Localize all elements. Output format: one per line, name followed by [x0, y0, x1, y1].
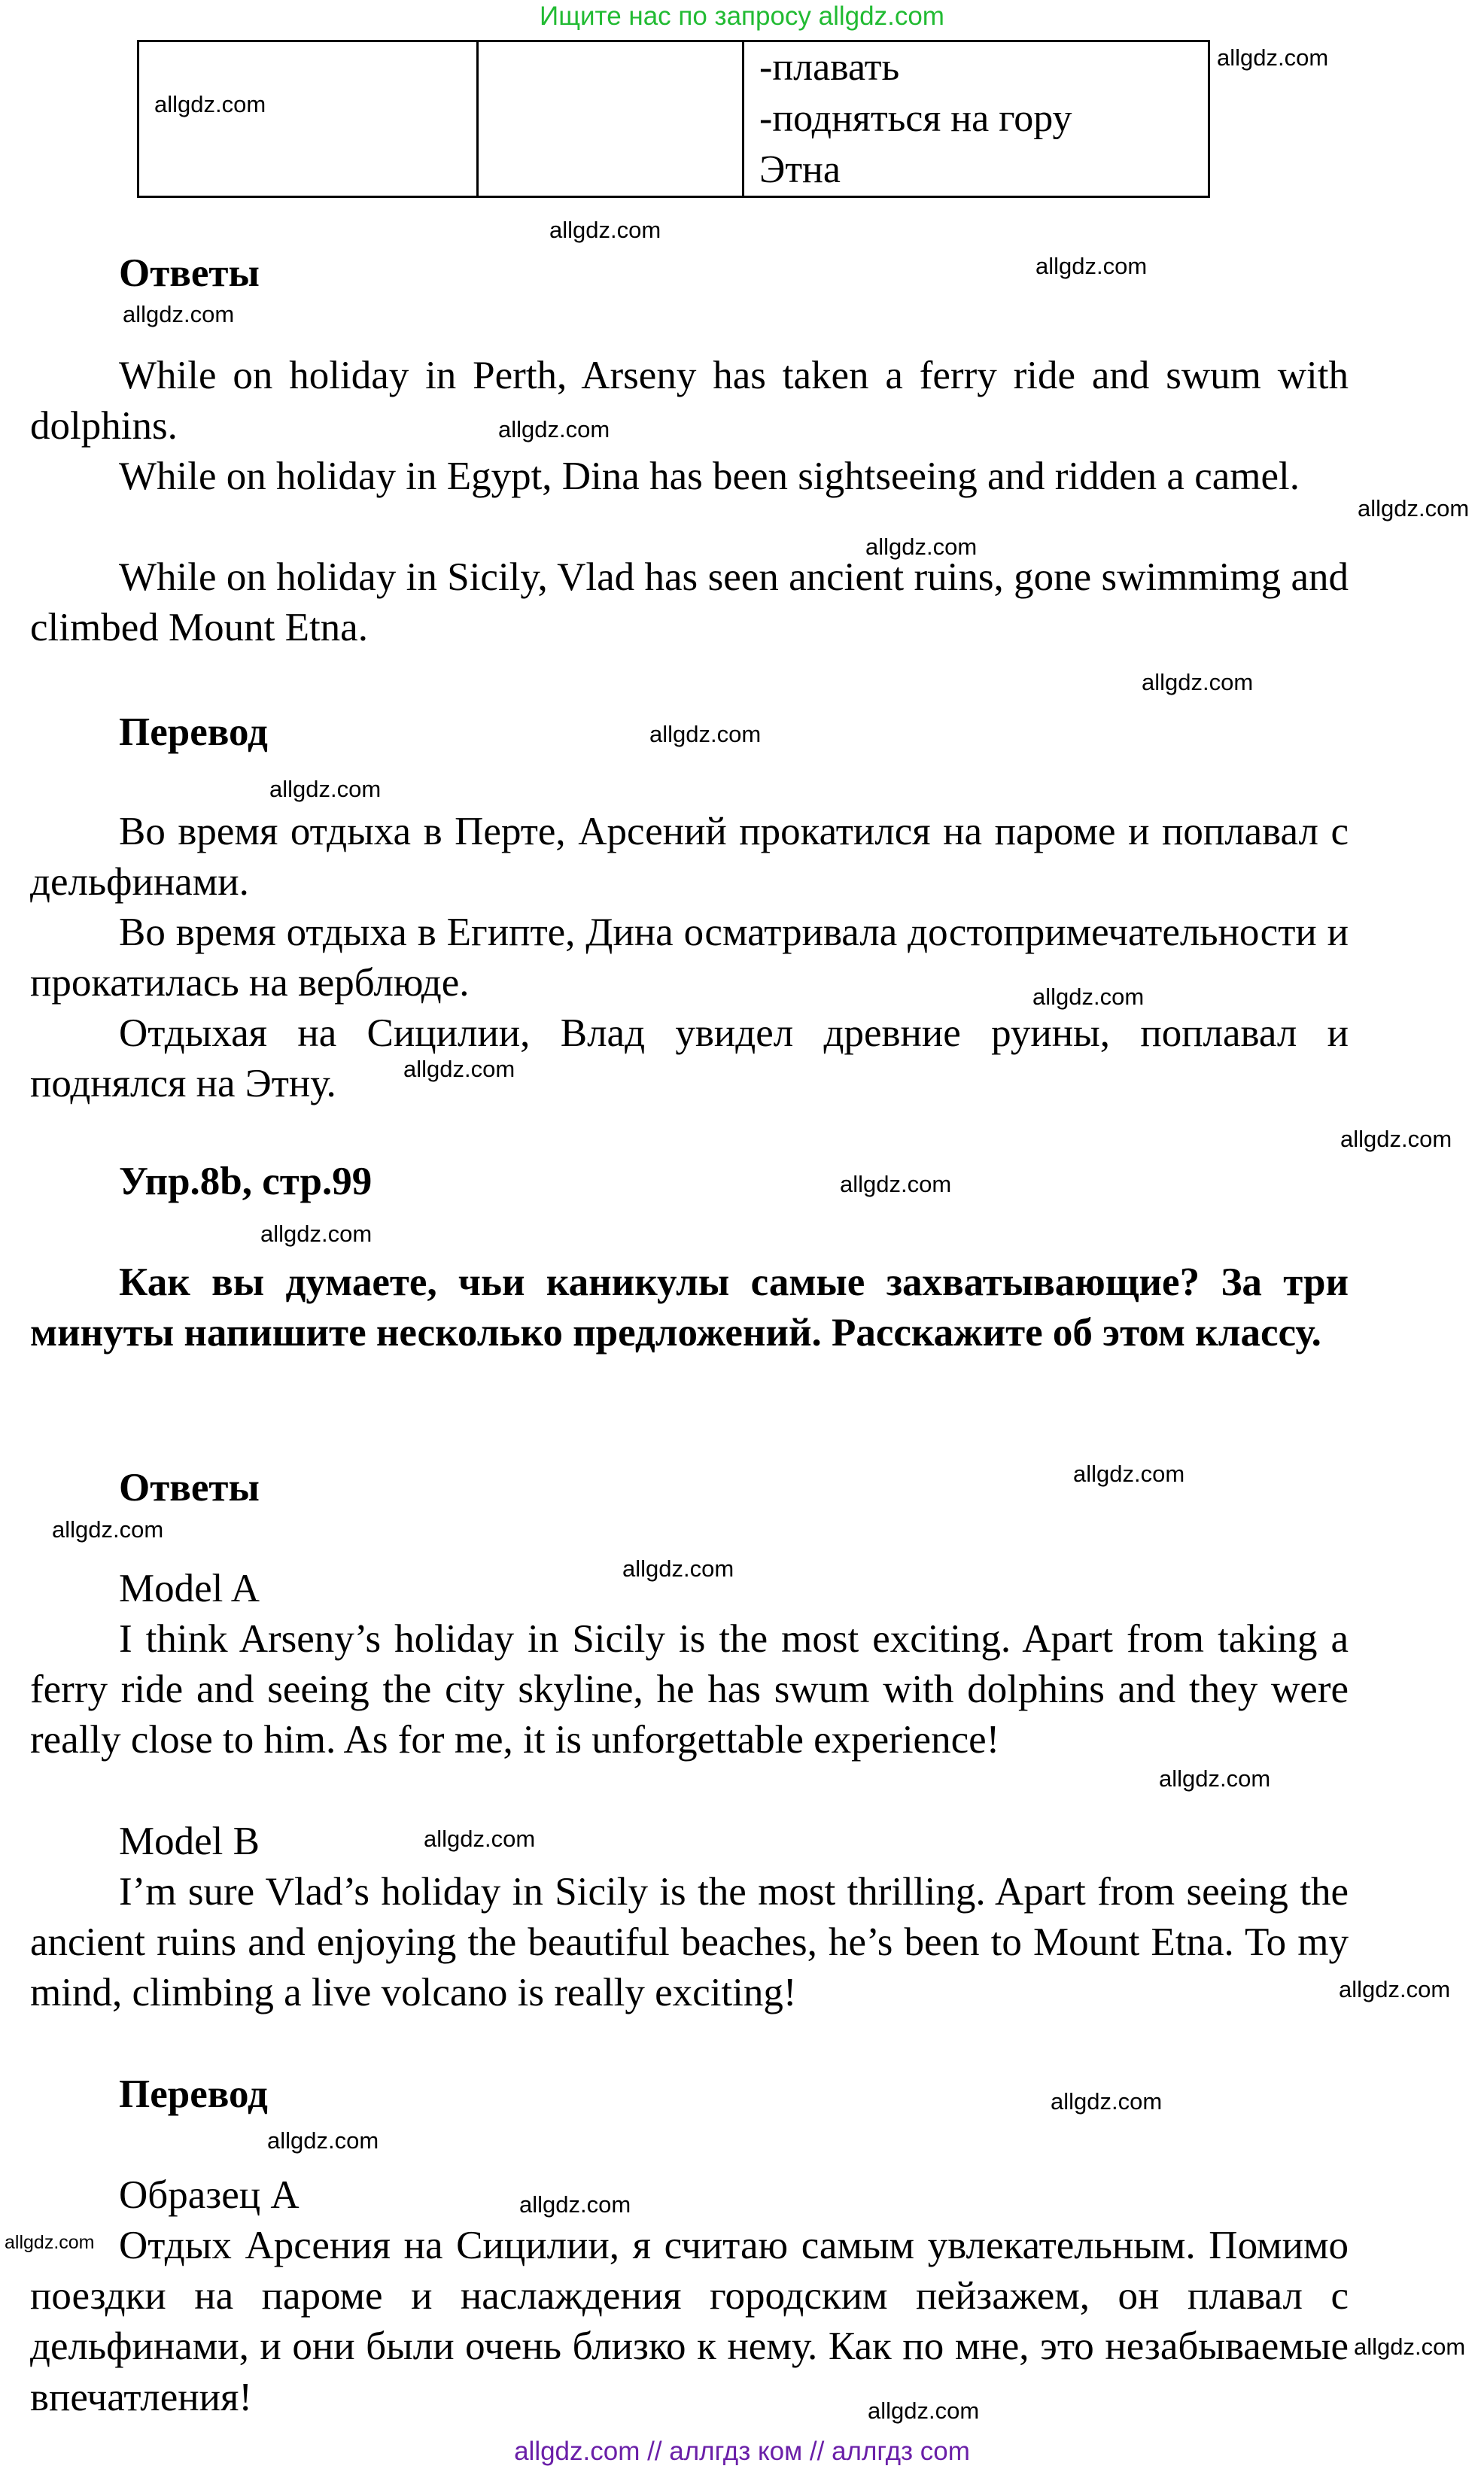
watermark: allgdz.com [519, 2191, 631, 2218]
watermark: allgdz.com [549, 217, 661, 243]
model-b-text: I’m sure Vlad’s holiday in Sicily is the most thrilling. Apart from seeing the ancient ruins and enjoying the beautiful beaches, he’s been to Mount Etna. To my mind, climbing a live volcano is really exciting! [30, 1870, 1349, 2015]
exercise-task: Как вы думаете, чьи каникулы самые захватывающие? За три минуты напишите несколько предложений. Расскажите об этом классу. [30, 1260, 1349, 1355]
activities-cell-text: -плавать -подняться на гору Этна [759, 46, 1072, 191]
watermark: allgdz.com [1051, 2088, 1163, 2115]
answer-paragraph: While on holiday in Egypt, Dina has been sightseeing and ridden a camel. [119, 455, 1300, 498]
table-cell [744, 41, 1209, 197]
watermark: allgdz.com [865, 534, 978, 560]
watermark: allgdz.com [123, 301, 235, 327]
bottom-banner[interactable]: allgdz.com // аллгдз ком // аллгдз com [514, 2437, 970, 2466]
table-cell [138, 41, 478, 197]
watermark: allgdz.com [260, 1221, 373, 1247]
watermark: allgdz.com [1339, 1976, 1451, 2002]
watermark: allgdz.com [1159, 1765, 1271, 1792]
sample-a-label: Образец А [119, 2173, 300, 2217]
translation-paragraph: Во время отдыха в Египте, Дина осматривала достопримечательности и прокатилась на верблюде. [30, 911, 1349, 1005]
watermark: allgdz.com [1217, 44, 1329, 71]
table-row [138, 41, 1209, 197]
watermark: allgdz.com [267, 2127, 379, 2154]
watermark: allgdz.com [840, 1171, 952, 1197]
table-cell [478, 41, 744, 197]
watermark: allgdz.com [52, 1516, 164, 1543]
exercise-heading: Упр.8b, стр.99 [119, 1160, 373, 1203]
watermark: allgdz.com [424, 1826, 536, 1852]
translation-paragraph: Во время отдыха в Перте, Арсений прокатился на пароме и поплавал с дельфинами. [30, 810, 1349, 905]
heading-answers: Ответы [119, 251, 260, 295]
watermark: allgdz.com [5, 2232, 95, 2253]
heading-translation: Перевод [119, 2072, 268, 2116]
watermark: allgdz.com [1035, 253, 1148, 279]
heading-translation: Перевод [119, 710, 268, 754]
watermark: allgdz.com [649, 721, 762, 747]
top-banner[interactable]: Ищите нас по запросу allgdz.com [540, 2, 944, 31]
watermark: allgdz.com [1358, 495, 1470, 521]
sample-a-text: Отдых Арсения на Сицилии, я считаю самым увлекательным. Помимо поездки на пароме и наслаждения городским пейзажем, он плавал с дельфинами, и они были очень близко к нему. Как по мне, это незабываемые впечатления! [30, 2224, 1349, 2419]
heading-answers: Ответы [119, 1466, 260, 1510]
model-a-text: I think Arseny’s holiday in Sicily is the most exciting. Apart from taking a ferry ride and seeing the city skyline, he has swum with dolphins and they were really close to him. As for me, it is unforgettable experience! [30, 1617, 1349, 1762]
watermark: allgdz.com [868, 2397, 980, 2424]
watermark: allgdz.com [1073, 1461, 1185, 1487]
continuation-table [137, 40, 1210, 198]
model-b-label: Model B [119, 1820, 260, 1863]
watermark: allgdz.com [403, 1056, 515, 1082]
watermark: allgdz.com [1340, 1126, 1452, 1152]
watermark: allgdz.com [1354, 2334, 1466, 2360]
watermark: allgdz.com [498, 416, 610, 442]
answer-paragraph: While on holiday in Perth, Arseny has taken a ferry ride and swum with dolphins. [30, 354, 1349, 448]
watermark: allgdz.com [1142, 669, 1254, 695]
translation-paragraph: Отдыхая на Сицилии, Влад увидел древние руины, поплавал и поднялся на Этну. [30, 1011, 1349, 1106]
answer-paragraph: While on holiday in Sicily, Vlad has seen ancient ruins, gone swimmimg and climbed Mount Etna. [30, 555, 1349, 650]
watermark: allgdz.com [154, 91, 266, 117]
watermark: allgdz.com [1032, 984, 1145, 1010]
model-a-label: Model A [119, 1567, 260, 1610]
watermark: allgdz.com [622, 1555, 734, 1582]
watermark: allgdz.com [269, 776, 382, 802]
